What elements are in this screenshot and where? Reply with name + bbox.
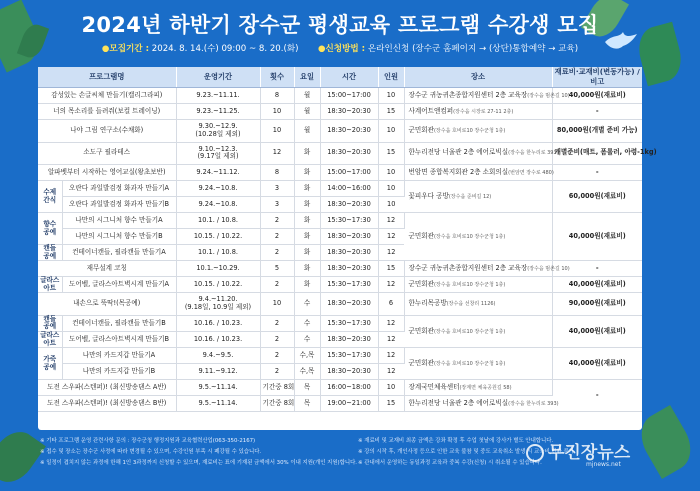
program-day: 월	[294, 104, 320, 120]
category-label: 글라스 아트	[38, 331, 62, 347]
program-name: 나야 그림 연구소(수채화)	[38, 120, 176, 143]
program-name: 도전 스우파(스텐퍼)! (최신방송댄스 B반)	[38, 396, 176, 412]
program-time: 18:30~20:30	[320, 197, 378, 213]
method-value: 온라인신청 (장수군 홈페이지 → (상단)통합예약 → 교육)	[367, 44, 579, 54]
program-period: 10.16. / 10.23.	[176, 331, 260, 347]
program-people: 15	[378, 104, 404, 120]
category-label: 수제 간식	[38, 181, 62, 213]
col-header-fee: 재료비·교재비(변동가능) / 비고	[552, 67, 642, 88]
news-watermark	[526, 438, 676, 476]
program-place: 꽃피우다 공방(장수읍 준비길 12)	[404, 181, 552, 213]
col-header-time: 시간	[320, 67, 378, 88]
program-fee: 개별준비(매트, 폼롤러, 아령-1kg)	[552, 142, 642, 165]
program-count: 2	[260, 245, 294, 261]
program-period: 10.16. / 10.23.	[176, 315, 260, 331]
program-place: 한누리목공방(장수읍 선창리 1126)	[404, 293, 552, 316]
col-header-people: 인원	[378, 67, 404, 88]
program-period: 9.24.~11.12.	[176, 165, 260, 181]
program-count: 2	[260, 277, 294, 293]
program-people: 12	[378, 229, 404, 245]
period-value: 2024. 8. 14.(수) 09:00 ~ 8. 20.(화)	[151, 44, 299, 54]
program-day: 화	[294, 229, 320, 245]
table-row	[38, 104, 642, 120]
program-day: 화	[294, 142, 320, 165]
program-place: 군민회관(장수읍 호비로10 장수군청 1층)	[404, 120, 552, 143]
program-name: 도어벨, 글라스아트벽시계 만들기B	[62, 331, 176, 347]
program-period: 9.23.~11.25.	[176, 104, 260, 120]
program-name: 도어벨, 글라스아트벽시계 만들기A	[62, 277, 176, 293]
program-time: 18:30~20:30	[320, 142, 378, 165]
program-time: 15:30~17:30	[320, 348, 378, 364]
program-fee: 40,000원(재료비)	[552, 315, 642, 347]
program-name: 나만의 카드지갑 만들기B	[62, 364, 176, 380]
program-fee: 40,000원(재료비)	[552, 88, 642, 104]
program-time: 18:30~20:30	[320, 104, 378, 120]
program-time: 15:30~17:30	[320, 213, 378, 229]
program-count: 8	[260, 165, 294, 181]
table-row	[38, 277, 642, 293]
program-fee: -	[552, 165, 642, 181]
program-name: 컨테이너캔들, 필라캔들 만들기B	[62, 315, 176, 331]
program-count: 10	[260, 293, 294, 316]
program-people: 10	[378, 197, 404, 213]
program-day: 수,목	[294, 348, 320, 364]
table-row	[38, 88, 642, 104]
leaf-decoration	[0, 423, 46, 490]
program-period: 9.4.~11.20. (9.18일, 10.9일 제외)	[176, 293, 260, 316]
program-fee: 80,000원(개별 준비 가능)	[552, 120, 642, 143]
table-row	[38, 261, 642, 277]
program-time: 18:30~20:30	[320, 245, 378, 261]
program-people: 10	[378, 165, 404, 181]
program-name: 감성있는 손글씨체 만들기(캘리그라피)	[38, 88, 176, 104]
program-time: 18:30~20:30	[320, 261, 378, 277]
program-period: 10.1. / 10.8.	[176, 245, 260, 261]
table-row	[38, 396, 642, 412]
program-time: 15:00~17:00	[320, 165, 378, 181]
program-place: 장수군 귀농귀촌종합지원센터 2층 교육장(장수읍 범촌길 10)	[404, 261, 552, 277]
program-people: 12	[378, 277, 404, 293]
program-period: 10.1. / 10.8.	[176, 213, 260, 229]
program-time: 18:30~20:30	[320, 229, 378, 245]
program-period: 9.24.~10.8.	[176, 181, 260, 197]
program-day: 화	[294, 197, 320, 213]
program-place: 군민회관(장수읍 호비로10 장수군청 1층)	[404, 213, 552, 261]
program-day: 월	[294, 120, 320, 143]
program-table-card	[38, 67, 657, 430]
program-name: 나만의 카드지갑 만들기A	[62, 348, 176, 364]
program-time: 18:30~20:30	[320, 331, 378, 347]
recruitment-info	[0, 42, 680, 54]
program-place: 군민회관(장수읍 호비로10 장수군청 1층)	[404, 348, 552, 380]
note-text: ※ 기타 프로그램 운영 관련사항 문의 : 장수군청 행정지원과 교육협력산업(063-350-2167)	[40, 438, 256, 444]
program-name: 나만의 시그니처 향수 만들기B	[62, 229, 176, 245]
program-count: 2	[260, 331, 294, 347]
program-people: 10	[378, 380, 404, 396]
category-label: 캔들 공예	[38, 315, 62, 331]
program-count: 10	[260, 120, 294, 143]
program-fee: -	[552, 380, 642, 412]
col-header-place: 장소	[404, 67, 552, 88]
program-place: 군민회관(장수읍 호비로10 장수군청 1층)	[404, 315, 552, 347]
program-count: 2	[260, 348, 294, 364]
program-count: 기간중 8회	[260, 396, 294, 412]
program-day: 화	[294, 277, 320, 293]
program-day: 화	[294, 245, 320, 261]
program-people: 12	[378, 348, 404, 364]
program-place: 군민회관(장수읍 호비로10 장수군청 1층)	[404, 277, 552, 293]
program-count: 2	[260, 229, 294, 245]
program-people: 15	[378, 261, 404, 277]
program-day: 수	[294, 315, 320, 331]
program-place: 한누리전당 너울관 2층 에어로빅실(장수읍 한누리로 393)	[404, 142, 552, 165]
program-period: 10.15. / 10.22.	[176, 229, 260, 245]
col-header-day: 요일	[294, 67, 320, 88]
program-name: 재무설계 코칭	[38, 261, 176, 277]
note-text: ※ 일정이 겹치지 않는 과정에 한해 1인 3과정까지 신청할 수 있으며, 재료비는 표에 기재된 금액에서 30% 이내 지원(개인 지원)합니다.	[40, 460, 357, 466]
program-day: 화	[294, 261, 320, 277]
category-label: 향수 공예	[38, 213, 62, 245]
table-row	[38, 213, 642, 229]
program-period: 9.4.~9.5.	[176, 348, 260, 364]
program-count: 12	[260, 142, 294, 165]
program-fee: 60,000원(재료비)	[552, 181, 642, 213]
program-count: 2	[260, 315, 294, 331]
col-header-period: 운영기간	[176, 67, 260, 88]
table-row	[38, 165, 642, 181]
program-period: 9.10.~12.3. (9.17일 제외)	[176, 142, 260, 165]
program-fee: 40,000원(재료비)	[552, 213, 642, 261]
program-period: 9.5.~11.14.	[176, 380, 260, 396]
category-label: 글라스 아트	[38, 277, 62, 293]
program-time: 15:30~17:30	[320, 277, 378, 293]
program-period: 9.30.~12.9. (10.28일 제외)	[176, 120, 260, 143]
program-people: 12	[378, 315, 404, 331]
program-day: 화	[294, 213, 320, 229]
program-period: 9.24.~10.8.	[176, 197, 260, 213]
col-header-program: 프로그램명	[38, 67, 176, 88]
program-place: 장수군 귀농귀촌종합지원센터 2층 교육장(장수읍 범촌길 10)	[404, 88, 552, 104]
program-day: 목	[294, 380, 320, 396]
program-table	[38, 67, 657, 412]
watermark-url: mjnews.net	[586, 461, 621, 468]
table-row	[38, 142, 642, 165]
program-day: 수	[294, 293, 320, 316]
program-time: 14:00~16:00	[320, 181, 378, 197]
program-count: 2	[260, 213, 294, 229]
program-count: 8	[260, 88, 294, 104]
program-count: 10	[260, 104, 294, 120]
program-fee: -	[552, 104, 642, 120]
program-time: 15:30~17:30	[320, 315, 378, 331]
page-title: 2024년 하반기 장수군 평생교육 프로그램 수강생 모집	[81, 13, 599, 37]
program-place: 사계어트앤컴퍼(장수읍 시장로 27-11 2층)	[404, 104, 552, 120]
period-label: ●모집기간 :	[101, 44, 150, 54]
program-period: 9.5.~11.14.	[176, 396, 260, 412]
program-fee: 40,000원(재료비)	[552, 277, 642, 293]
program-name: 오란다 과일발검정 화과자 만들기A	[62, 181, 176, 197]
program-period: 10.15. / 10.22.	[176, 277, 260, 293]
program-day: 화	[294, 165, 320, 181]
program-people: 10	[378, 181, 404, 197]
program-time: 18:30~20:30	[320, 364, 378, 380]
program-day: 목	[294, 396, 320, 412]
program-people: 6	[378, 293, 404, 316]
table-row	[38, 120, 642, 143]
program-people: 12	[378, 213, 404, 229]
program-count: 5	[260, 261, 294, 277]
category-label: 캔들 공예	[38, 245, 62, 261]
news-logo-icon	[526, 444, 544, 462]
program-count: 2	[260, 364, 294, 380]
program-people: 15	[378, 396, 404, 412]
program-name: 너의 목소리를 들려줘(보컬 트레이닝)	[38, 104, 176, 120]
program-period: 10.1.~10.29.	[176, 261, 260, 277]
program-people: 15	[378, 142, 404, 165]
program-day: 화	[294, 181, 320, 197]
program-name: 오란다 과일발검정 화과자 만들기B	[62, 197, 176, 213]
note-text: ※ 재료비 및 교재비 최종 금액은 강좌 확정 후 수업 첫날에 강사가 별도 안내합니다.	[358, 438, 554, 444]
program-day: 수,목	[294, 364, 320, 380]
program-people: 12	[378, 245, 404, 261]
table-row	[38, 181, 642, 197]
program-name: 나만의 시그니처 향수 만들기A	[62, 213, 176, 229]
program-people: 10	[378, 120, 404, 143]
program-fee: 40,000원(재료비)	[552, 348, 642, 380]
program-name: 도전 스우파(스텐퍼)! (최신방송댄스 A반)	[38, 380, 176, 396]
program-day: 수	[294, 331, 320, 347]
category-label: 가죽 공예	[38, 348, 62, 380]
table-row	[38, 380, 642, 396]
program-time: 15:00~17:00	[320, 88, 378, 104]
table-row	[38, 348, 642, 364]
table-row	[38, 315, 642, 331]
program-fee: 90,000원(재료비)	[552, 293, 642, 316]
program-place: 장계국민체육센터(장계면 체육공원길 58)	[404, 380, 552, 396]
program-people: 10	[378, 88, 404, 104]
note-text: ※ 관내에서 운영하는 동일과정 교육과 중복 수강(신청) 시 취소될 수 있습니다.	[358, 460, 542, 466]
program-place: 한누리전당 너울관 2층 에어로빅실(장수읍 한누리로 393)	[404, 396, 552, 412]
watermark-text: 무진장뉴스	[548, 443, 631, 463]
program-day: 월	[294, 88, 320, 104]
program-time: 19:00~21:00	[320, 396, 378, 412]
program-time: 16:00~18:00	[320, 380, 378, 396]
note-text: ※ 접수 및 장소는 장수군 사정에 따라 변경될 수 있으며, 수강인원 부족 시 폐강될 수 있습니다.	[40, 449, 262, 455]
program-name: 내손으로 뚝딱!(목공예)	[38, 293, 176, 316]
program-people: 12	[378, 331, 404, 347]
program-name: 컨테이너캔들, 필라캔들 만들기A	[62, 245, 176, 261]
program-period: 9.23.~11.11.	[176, 88, 260, 104]
program-count: 3	[260, 197, 294, 213]
program-name: 소도구 필라테스	[38, 142, 176, 165]
program-period: 9.11.~9.12.	[176, 364, 260, 380]
col-header-count: 횟수	[260, 67, 294, 88]
program-time: 18:30~20:30	[320, 120, 378, 143]
program-name: 알파벳부터 시작하는 영어교실(왕초보반)	[38, 165, 176, 181]
program-count: 기간중 8회	[260, 380, 294, 396]
table-row	[38, 293, 642, 316]
program-count: 3	[260, 181, 294, 197]
program-time: 18:30~20:30	[320, 293, 378, 316]
program-people: 12	[378, 364, 404, 380]
method-label: ●신청방법 :	[317, 44, 366, 54]
program-fee: -	[552, 261, 642, 277]
note-text: ※ 강의 시작 후, 개인사정 등으로 인한 교육 불참 및 중도 교육취소 발생 시 교육비 반환 불가	[358, 449, 574, 455]
program-place: 번암면 종합복지회관 2층 소회의실(번암면 장수로 480)	[404, 165, 552, 181]
